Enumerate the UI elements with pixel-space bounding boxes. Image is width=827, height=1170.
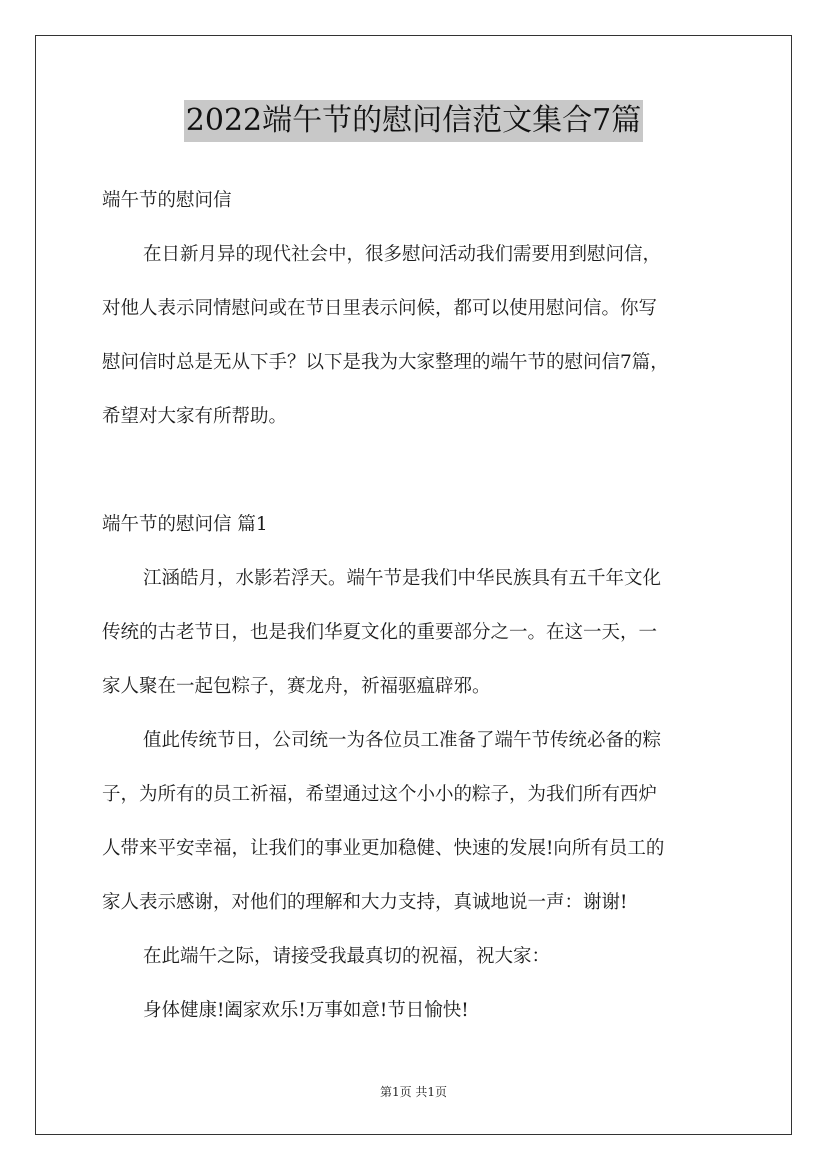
- document-title: 2022端午节的慰问信范文集合7篇: [184, 100, 643, 142]
- body-paragraph-line: 传统的古老节日，也是我们华夏文化的重要部分之一。在这一天，一: [102, 622, 658, 643]
- body-paragraph-line: 值此传统节日，公司统一为各位员工准备了端午节传统必备的粽: [143, 730, 662, 751]
- body-paragraph-line: 家人表示感谢，对他们的理解和大力支持，真诚地说一声：谢谢!: [102, 892, 628, 913]
- body-paragraph-line: 人带来平安幸福，让我们的事业更加稳健、快速的发展!向所有员工的: [102, 838, 665, 859]
- page-number: 第1页 共1页: [379, 1085, 448, 1099]
- body-paragraph-line: 在此端午之际，请接受我最真切的祝福，祝大家：: [143, 946, 551, 967]
- body-paragraph-line: 江涵皓月，水影若浮天。端午节是我们中华民族具有五千年文化: [143, 568, 662, 589]
- intro-paragraph-line: 希望对大家有所帮助。: [102, 406, 288, 427]
- title-container: [0, 100, 827, 142]
- body-paragraph-line: 身体健康!阖家欢乐!万事如意!节日愉快!: [143, 1000, 469, 1021]
- intro-paragraph-line: 对他人表示同情慰问或在节日里表示问候，都可以使用慰问信。你写: [102, 298, 658, 319]
- body-paragraph-line: 家人聚在一起包粽子，赛龙舟，祈福驱瘟辟邪。: [102, 676, 491, 697]
- section-heading: 端午节的慰问信 篇1: [102, 514, 268, 535]
- intro-paragraph-line: 慰问信时总是无从下手？以下是我为大家整理的端午节的慰问信7篇，: [102, 352, 669, 373]
- paragraph-gap: [102, 444, 742, 498]
- intro-heading: 端午节的慰问信: [102, 190, 232, 211]
- page-footer: [0, 1083, 827, 1101]
- intro-paragraph-line: 在日新月异的现代社会中，很多慰问活动我们需要用到慰问信，: [143, 244, 662, 265]
- document-body: [102, 174, 742, 1038]
- body-paragraph-line: 子，为所有的员工祈福，希望通过这个小小的粽子，为我们所有西炉: [102, 784, 658, 805]
